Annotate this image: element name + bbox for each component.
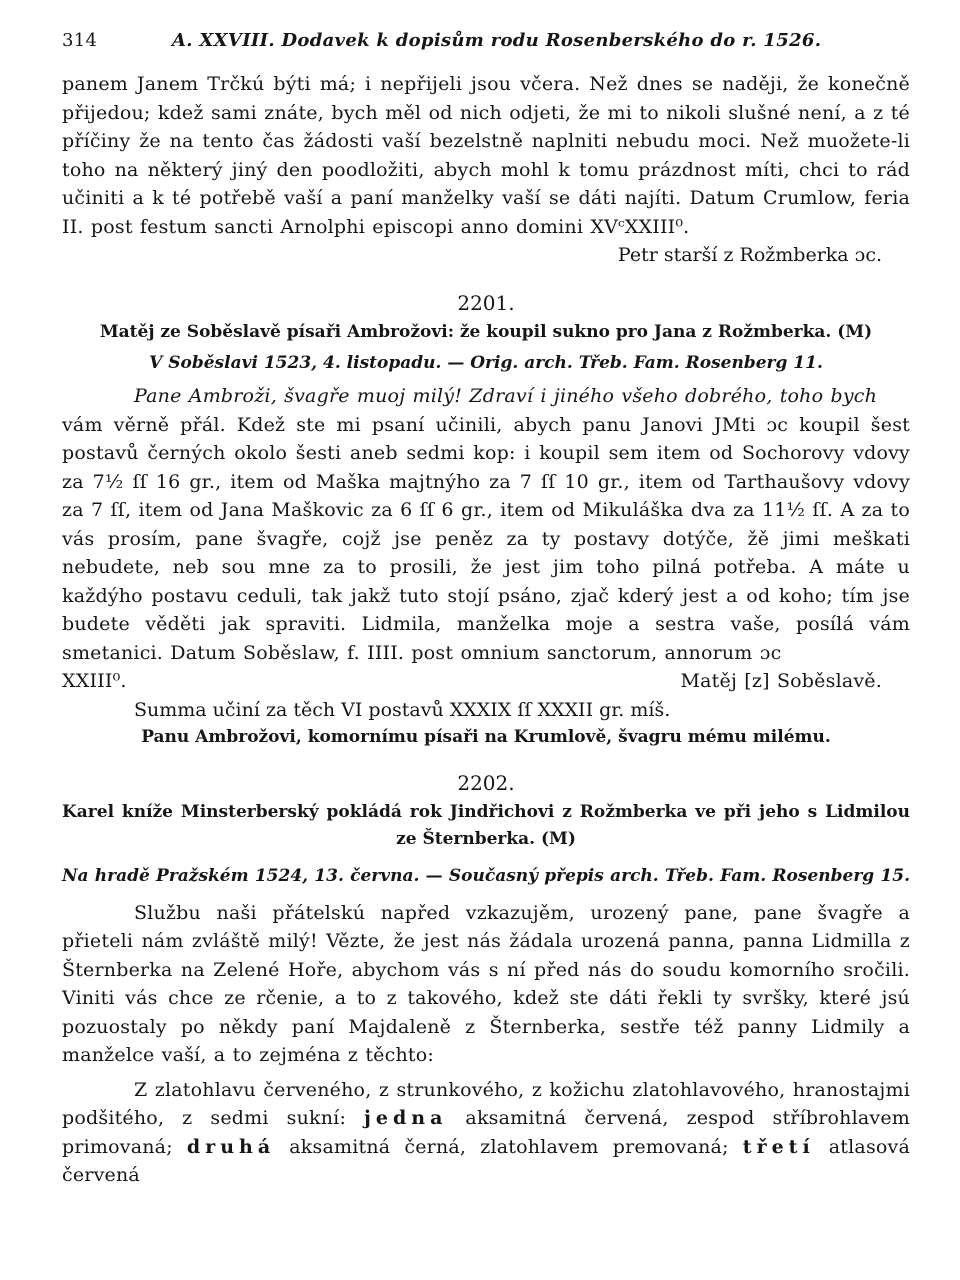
dating-2201: V Soběslavi 1523, 4. listopadu. — Orig. arch. Třeb. Fam. Rosenberg 11.	[149, 353, 823, 373]
signature-matej: Matěj [z] Soběslavě.	[680, 670, 882, 692]
running-title: A. XXVIII. Dodavek k dopisům rodu Rosenberského do r. 1526.	[172, 30, 822, 51]
closing-line-2201	[62, 667, 910, 696]
paragraph-2-part-d: atlasová červená	[62, 1135, 911, 1186]
letter-body-2201: vám věrně přál. Kdež ste mi psaní učinili, abych panu Janovi JMti ɔc koupil šest postavů černých okolo šesti aneb sedmi kop: i koupil sem item od Sochorovy vdovy za 7½ ſſ 16 gr., item od Maška majtnýho za 7 ſſ 10 gr., item od Tarthaušovy vdovy za 7 ſſ, item od Jana Maškovic za 6 ſſ 6 gr., item od Mikuláška dva za 11½ ſſ. A za to vás prosím, pane švagře, cojž jse peněz za ty postavy dotýče, žě jimi meškati nebudete, neb sou mne za to prosili, že jest jim toho pilná potřeba. A máte u každýho postavu ceduli, tak jakž tuto stojí psáno, zjač kderý jest a od koho; tím jse budete věděti jak spraviti. Lidmila, manželka moje a sestra vaše, posílá vám smetanici. Datum Soběslaw, f. IIII. post omnium sanctorum, annorum ɔc	[62, 413, 910, 664]
summa-line: Summa učiní za těch VI postavů XXXIX ſſ XXXII gr. míš.	[134, 698, 671, 721]
page-header	[62, 30, 910, 70]
regest-2202: Karel kníže Minsterberský pokládá rok Jindřichovi z Rožmberka ve při jeho s Lidmilou ze Šternberka. (M)	[62, 801, 910, 849]
address-2201: Panu Ambrožovi, komornímu písaři na Krumlově, švagru mému milému.	[141, 726, 831, 747]
closing-date-2201: XXIII⁰.	[62, 670, 127, 692]
dating-2202: Na hradě Pražském 1524, 13. června. — Současný přepis arch. Třeb. Fam. Rosenberg 15.	[62, 865, 910, 886]
letter-body-2202-paragraph-2	[62, 1076, 910, 1190]
spaced-word-druha: druhá	[186, 1135, 276, 1158]
paragraph-2-part-b: aksamitná červená, zespod stříbrohlavem primovaná;	[62, 1107, 910, 1158]
spaced-word-jedna: jedna	[364, 1107, 448, 1129]
spaced-word-treti: třetí	[742, 1135, 815, 1158]
continuation-paragraph: panem Janem Trčkú býti má; i nepřijeli jsou včera. Než dnes se naději, že konečně přijedou; kdež sami znáte, bych měl od nich odjeti, že mi to nikoli slušné není, a z té příčiny že na tento čas žádosti vaší bezelstně naplniti nebudu moci. Než muožete-li toho na některý jiný den poodložiti, abych mohl k tomu prázdnost míti, chci to rád učiniti a k té potřebě vaší a paní manželky vaší se dáti najíti. Datum Crumlow, feria II. post festum sancti Arnolphi episcopi anno domini XVᶜXXIII⁰.	[62, 73, 910, 238]
page-number: 314	[62, 30, 98, 51]
signature-petr: Petr starší z Rožmberka ɔc.	[617, 244, 882, 266]
document-page	[62, 30, 910, 1190]
salutation-2201: Pane Ambroži, švagře muoj milý! Zdraví i jiného všeho dobrého, toho bych	[134, 385, 878, 407]
document-number-2201: 2201.	[457, 291, 515, 315]
paragraph-2-part-c: aksamitná černá, zlatohlavem premovaná;	[275, 1135, 743, 1158]
document-number-2202: 2202.	[457, 770, 515, 795]
letter-body-2202-paragraph-1: Službu naši přátelskú napřed vzkazujěm, urozený pane, pane švagře a přieteli nám zvláště milý! Vězte, že jest nás žádala urozená panna, panna Lidmilla z Šternberka na Zelené Hoře, abychom vás s ní před nás do soudu komorního sročili. Viniti vás chce ze rčenie, a to z takového, kdež ste dáti řekli ty svršky, které jsú pozuostaly po někdy paní Majdaleně z Šternberka, sestře též panny Lidmily a manželce vaší, a to zejména z těchto:	[62, 901, 910, 1066]
paragraph-2-part-a: Z zlatohlavu červeného, z strunkového, z kožichu zlatohlavového, hranostajmi podšitého, z sedmi sukní:	[62, 1078, 910, 1129]
regest-2201: Matěj ze Soběslavě písaři Ambrožovi: že koupil sukno pro Jana z Rožmberka. (M)	[99, 322, 873, 342]
